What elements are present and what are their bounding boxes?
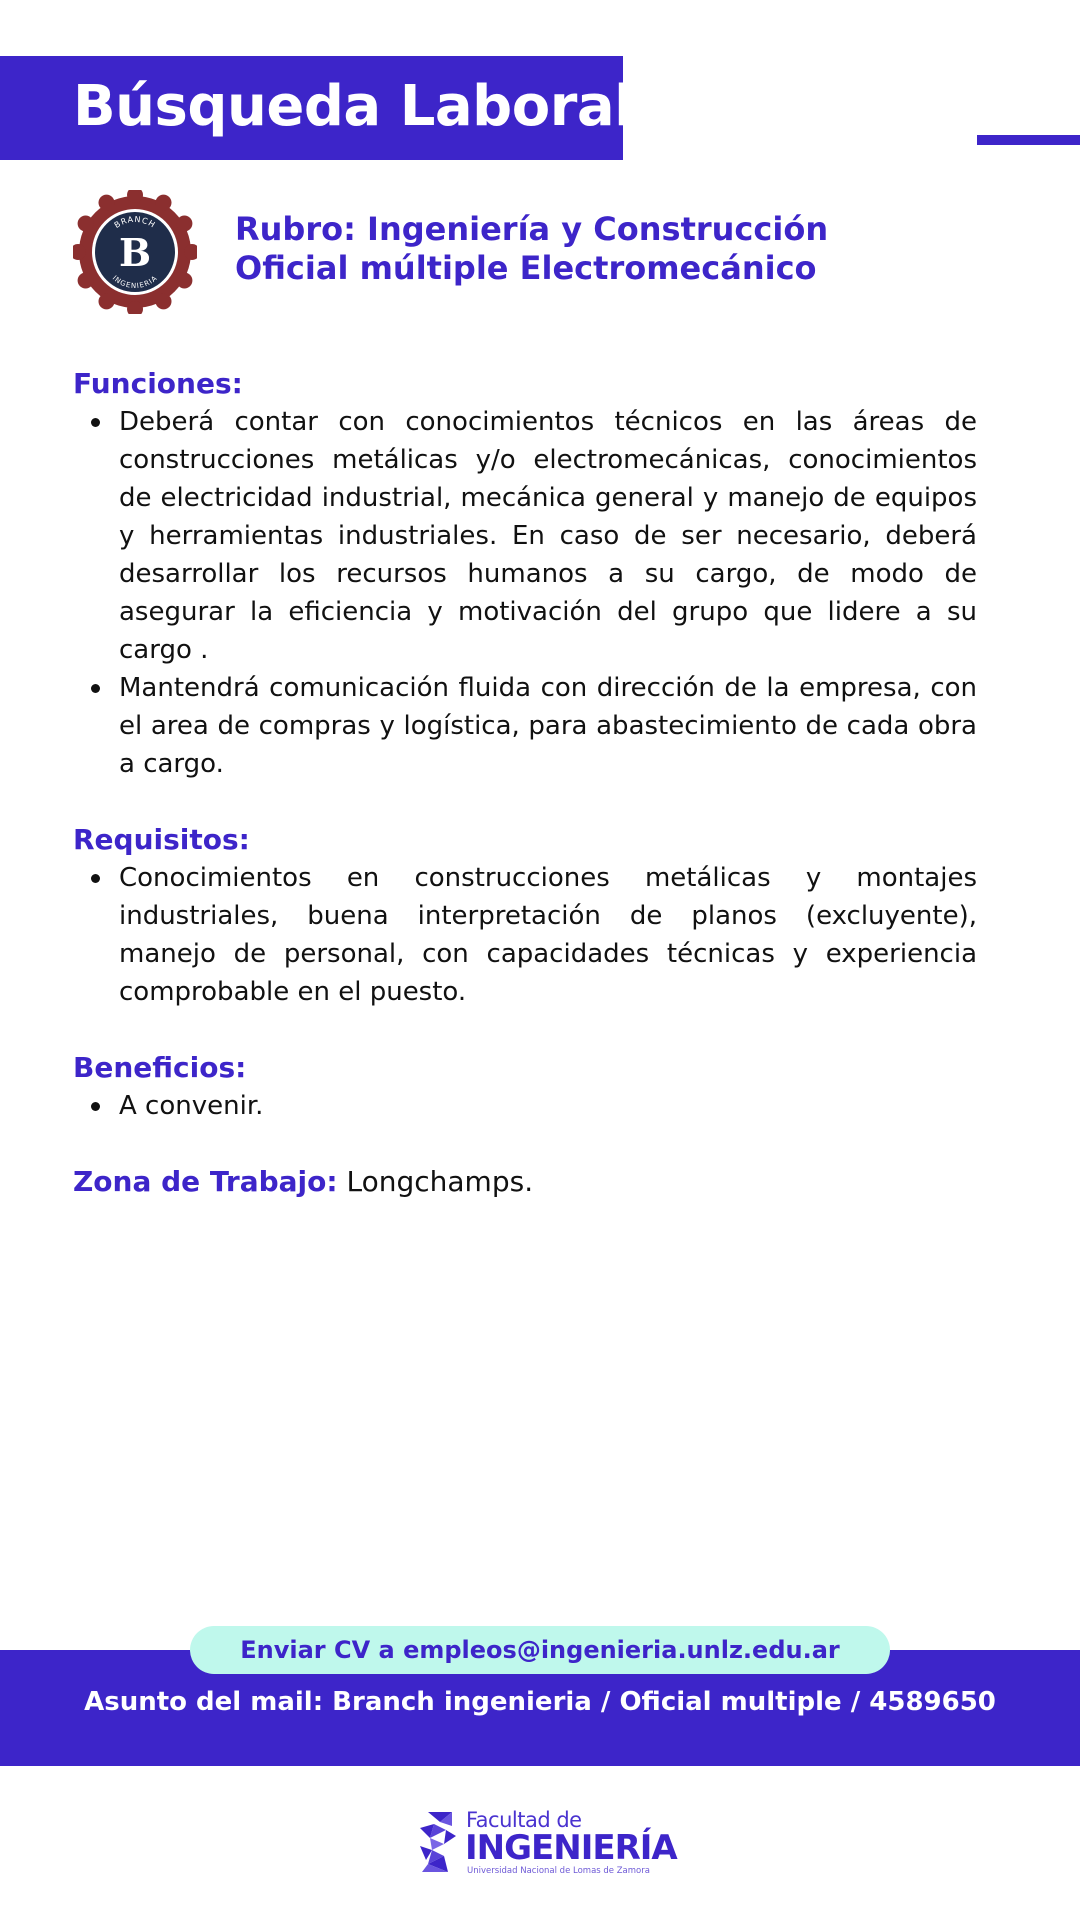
rubro-line: Rubro: Ingeniería y Construcción xyxy=(235,210,829,248)
position-title: Oficial múltiple Electromecánico xyxy=(235,249,817,287)
work-zone xyxy=(73,1163,977,1201)
branch-ingenieria-logo xyxy=(73,190,197,314)
work-zone-value: Longchamps. xyxy=(346,1165,534,1198)
facultad-sub-text: Universidad Nacional de Lomas de Zamora xyxy=(467,1866,650,1876)
list-item: A convenir. xyxy=(119,1087,977,1125)
logo-letter: B xyxy=(118,230,152,275)
accent-line xyxy=(977,135,1080,145)
funciones-list xyxy=(73,403,977,783)
beneficios-list xyxy=(73,1087,977,1125)
requisitos-list xyxy=(73,859,977,1011)
facultad-main-text: INGENIERÍA xyxy=(465,1828,677,1868)
send-cv-email[interactable]: Enviar CV a empleos@ingenieria.unlz.edu.ar xyxy=(190,1626,890,1674)
facultad-ingenieria-logo xyxy=(418,1808,677,1878)
beneficios-title: Beneficios: xyxy=(73,1051,247,1084)
page-title: Búsqueda Laboral xyxy=(73,74,633,139)
rubro-heading xyxy=(235,210,828,288)
mail-subject: Asunto del mail: Branch ingenieria / Oficial multiple / 4589650 xyxy=(84,1687,996,1717)
logo-top-text: BRANCH xyxy=(112,214,158,230)
logo-bottom-text: INGENIERIA xyxy=(110,273,160,291)
funciones-title: Funciones: xyxy=(73,367,243,400)
list-item: Deberá contar con conocimientos técnicos en las áreas de construcciones metálicas y/o electromecánicas, conocimientos de electricidad industrial, mecánica general y manejo de equipos y herramientas industriales. En caso de ser necesario, deberá desarrollar los recursos humanos a su cargo, de modo de asegurar la eficiencia y motivación del grupo que lidere a su cargo . xyxy=(119,403,977,669)
job-description xyxy=(73,365,977,1201)
facultad-top-text: Facultad de xyxy=(466,1808,582,1832)
list-item: Conocimientos en construcciones metálicas y montajes industriales, buena interpretación de planos (excluyente), manejo de personal, con capacidades técnicas y experiencia comprobable en el puesto. xyxy=(119,859,977,1011)
work-zone-label: Zona de Trabajo: xyxy=(73,1165,338,1198)
facultad-logo-icon xyxy=(418,1810,458,1874)
list-item: Mantendrá comunicación fluida con dirección de la empresa, con el area de compras y logística, para abastecimiento de cada obra a cargo. xyxy=(119,669,977,783)
requisitos-title: Requisitos: xyxy=(73,823,250,856)
